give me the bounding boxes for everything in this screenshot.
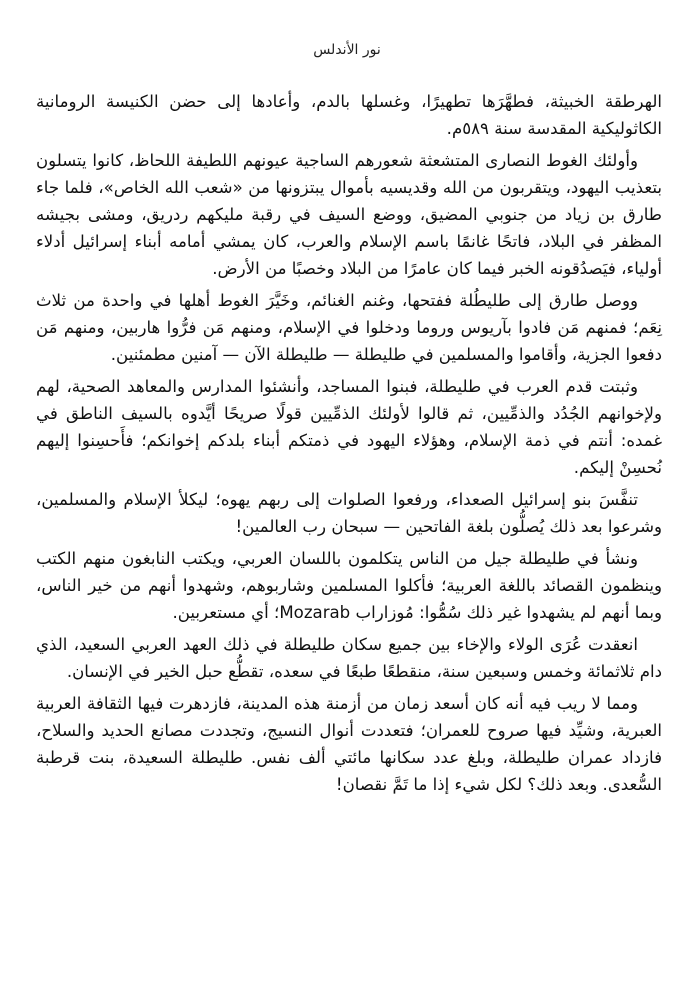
paragraph-2: وأولئك الغوط النصارى المتشعثة شعورهم الساجية عيونهم اللطيفة اللحاظ، كانوا يتسلون بتعذيب اليهود، ويتقربون من الله وقديسيه بأموال يبتزونها من «شعب الله الخاص»، فلما جاء طارق بن زياد من جنوبي المضيق، ووضع السيف في رقبة مليكهم ردريق، ومشى بجيشه المظفر في البلاد، فاتحًا غانمًا باسم الإسلام والعرب، كان يمشي أمامه أبناء إسرائيل أدلاء أولياء، فيَصدُقونه الخبر فيما كان عامرًا من البلاد وخصبًا من الأرض. <box>36 151 662 278</box>
paragraph-5: تنفَّسَ بنو إسرائيل الصعداء، ورفعوا الصلوات إلى ربهم يهوه؛ ليكلأ الإسلام والمسلمين، وشرعوا بعد ذلك يُصلُّون بلغة الفاتحين — سبحان رب العالمين! <box>36 490 662 536</box>
paragraph-7: انعقدت عُرَى الولاء والإخاء بين جميع سكان طليطلة في ذلك العهد العربي السعيد، الذي دام ثلاثمائة وخمس وسبعين سنة، منقطعًا طبعًا في سعده، تقطُّع حبل الخير في الإنسان. <box>36 635 662 681</box>
paragraph-8: ومما لا ريب فيه أنه كان أسعد زمان من أزمنة هذه المدينة، فازدهرت فيها الثقافة العربية العبرية، وشيِّد فيها صروح للعمران؛ فتعددت أنوال النسيج، وتجددت مصانع الحديد والسلاح، فازداد عمران طليطلة، وبلغ عدد سكانها مائتي ألف نفس. طليطلة السعيدة، بنت قرطبة السُّعدى. وبعد ذلك؟ لكل شيء إذا ما تَمَّ نقصان! <box>36 694 662 794</box>
paragraph-3: ووصل طارق إلى طليطُلة ففتحها، وغنم الغنائم، وخَيَّرَ الغوط أهلها في واحدة من ثلاث نِعَم؛ فمنهم مَن فادوا بآريوس وروما ودخلوا في الإسلام، ومنهم مَن فرُّوا هاربين، ومنهم مَن دفعوا الجزية، وأقاموا والمسلمين في طليطلة — طليطلة الآن — آمنين مطمئنين. <box>36 291 662 364</box>
running-header: نور الأندلس <box>313 42 381 58</box>
paragraph-4: وثبتت قدم العرب في طليطلة، فبنوا المساجد، وأنشئوا المدارس والمعاهد الصحية، لهم ولإخوانهم الجُدُد والذمِّيين، ثم قالوا لأولئك الذمِّيين قولًا صريحًا أيَّدوه بالسيف الناطق في غمده: أنتم في ذمة الإسلام، وهؤلاء اليهود في ذمتكم أبناء بلدكم إخوانكم؛ فأَحسِنوا إليهم نُحسِنْ إليكم. <box>36 377 662 477</box>
paragraph-1: الهرطقة الخبيثة، فطهَّرَها تطهيرًا، وغسلها بالدم، وأعادها إلى حضن الكنيسة الرومانية الكاثوليكية المقدسة سنة ٥٨٩م. <box>36 92 662 138</box>
body-text <box>36 88 662 803</box>
paragraph-6: ونشأ في طليطلة جيل من الناس يتكلمون باللسان العربي، ويكتب النابغون منهم الكتب وينظمون القصائد باللغة العربية؛ فأكلوا المسلمين وشاربوهم، وشهدوا أنهم من خير الناس، وبما أنهم لم يشهدوا غير ذلك سُمُّوا: مُوزاراب Mozarab؛ أي مستعربين. <box>36 549 662 622</box>
